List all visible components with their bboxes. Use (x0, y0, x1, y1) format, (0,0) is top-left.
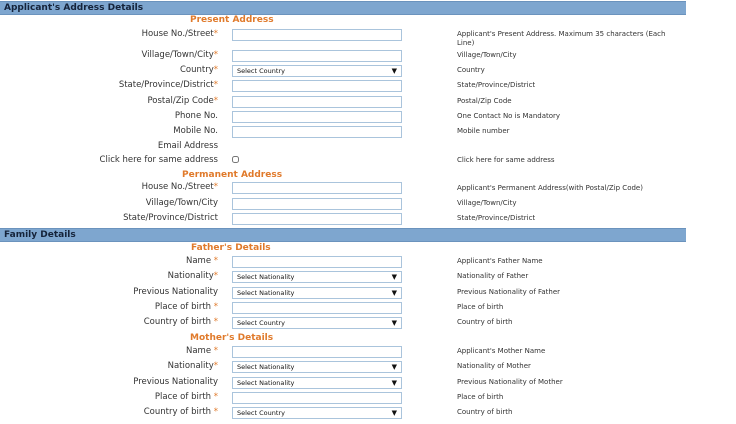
present-country-label: Country* (179, 65, 218, 75)
present-phone-input[interactable] (232, 111, 402, 123)
permanent-address-heading: Permanent Address (182, 170, 283, 180)
mother-nationality-select[interactable] (232, 361, 402, 373)
mother-nationality-value: Select Nationality (237, 363, 295, 371)
father-pob-label: Place of birth * (154, 302, 218, 312)
same-address-checkbox[interactable] (232, 156, 239, 163)
present-village-label: Village/Town/City* (141, 50, 218, 60)
father-pob-hint: Place of birth (457, 303, 504, 311)
present-postal-input[interactable] (232, 96, 402, 108)
father-name-hint: Applicant's Father Name (457, 257, 543, 265)
mother-prev-nationality-select[interactable] (232, 377, 402, 389)
present-phone-label: Phone No. (174, 111, 218, 121)
father-nationality-value: Select Nationality (237, 273, 295, 281)
mother-cob-value: Select Country (237, 409, 285, 417)
father-cob-hint: Country of birth (457, 318, 513, 326)
present-village-hint: Village/Town/City (457, 51, 517, 59)
mother-pob-input[interactable] (232, 392, 402, 404)
present-village-input[interactable] (232, 50, 402, 62)
permanent-house-input[interactable] (232, 182, 402, 194)
present-mobile-hint: Mobile number (457, 127, 510, 135)
mother-cob-label: Country of birth * (143, 407, 218, 417)
mother-nationality-label: Nationality* (167, 361, 218, 371)
father-cob-select[interactable] (232, 317, 402, 329)
permanent-house-hint: Applicant's Permanent Address(with Postal/Zip Code) (457, 184, 643, 192)
chevron-down-icon: ▼ (391, 319, 397, 327)
chevron-down-icon: ▼ (391, 289, 397, 297)
permanent-village-label: Village/Town/City (145, 198, 218, 208)
present-country-value: Select Country (237, 67, 285, 75)
present-postal-hint: Postal/Zip Code (457, 97, 512, 105)
present-state-input[interactable] (232, 80, 402, 92)
address-section-header: Applicant's Address Details (0, 1, 686, 15)
mother-prev-nationality-value: Select Nationality (237, 379, 295, 387)
father-pob-input[interactable] (232, 302, 402, 314)
father-nationality-label: Nationality* (167, 271, 218, 281)
mother-cob-select[interactable] (232, 407, 402, 419)
father-nationality-select[interactable] (232, 271, 402, 283)
present-country-select[interactable] (232, 65, 402, 77)
same-address-label: Click here for same address (99, 155, 218, 165)
chevron-down-icon: ▼ (391, 379, 397, 387)
mother-name-hint: Applicant's Mother Name (457, 347, 546, 355)
father-details-heading: Father's Details (191, 243, 271, 253)
family-section-header: Family Details (0, 228, 686, 242)
father-prev-nationality-label: Previous Nationality (133, 287, 218, 297)
mother-pob-label: Place of birth * (154, 392, 218, 402)
present-house-hint: Applicant's Present Address. Maximum 35 characters (Each Line) (457, 30, 666, 47)
present-mobile-label: Mobile No. (173, 126, 218, 136)
father-nationality-hint: Nationality of Father (457, 272, 529, 280)
permanent-state-label: State/Province/District (123, 213, 218, 223)
present-state-label: State/Province/District* (118, 80, 218, 90)
mother-name-label: Name * (185, 346, 218, 356)
father-prev-nationality-value: Select Nationality (237, 289, 295, 297)
present-house-input[interactable] (232, 29, 402, 41)
permanent-village-hint: Village/Town/City (457, 199, 517, 207)
father-name-input[interactable] (232, 256, 402, 268)
father-prev-nationality-hint: Previous Nationality of Father (457, 288, 561, 296)
present-mobile-input[interactable] (232, 126, 402, 138)
mother-prev-nationality-hint: Previous Nationality of Mother (457, 378, 563, 386)
permanent-house-label: House No./Street* (141, 182, 218, 192)
father-cob-label: Country of birth * (143, 317, 218, 327)
mother-details-heading: Mother's Details (190, 333, 274, 343)
chevron-down-icon: ▼ (391, 67, 397, 75)
mother-pob-hint: Place of birth (457, 393, 504, 401)
mother-name-input[interactable] (232, 346, 402, 358)
present-state-hint: State/Province/District (457, 81, 536, 89)
mother-prev-nationality-label: Previous Nationality (133, 377, 218, 387)
present-phone-hint: One Contact No is Mandatory (457, 112, 561, 120)
present-house-label: House No./Street* (141, 29, 218, 39)
present-email-label: Email Address (157, 141, 218, 151)
present-address-heading: Present Address (190, 15, 274, 25)
father-prev-nationality-select[interactable] (232, 287, 402, 299)
chevron-down-icon: ▼ (391, 273, 397, 281)
same-address-hint: Click here for same address (457, 156, 555, 164)
chevron-down-icon: ▼ (391, 409, 397, 417)
mother-cob-hint: Country of birth (457, 408, 513, 416)
chevron-down-icon: ▼ (391, 363, 397, 371)
father-name-label: Name * (185, 256, 218, 266)
mother-nationality-hint: Nationality of Mother (457, 362, 531, 370)
present-country-hint: Country (457, 66, 485, 74)
present-postal-label: Postal/Zip Code* (147, 96, 218, 106)
permanent-village-input[interactable] (232, 198, 402, 210)
father-cob-value: Select Country (237, 319, 285, 327)
permanent-state-hint: State/Province/District (457, 214, 536, 222)
permanent-state-input[interactable] (232, 213, 402, 225)
